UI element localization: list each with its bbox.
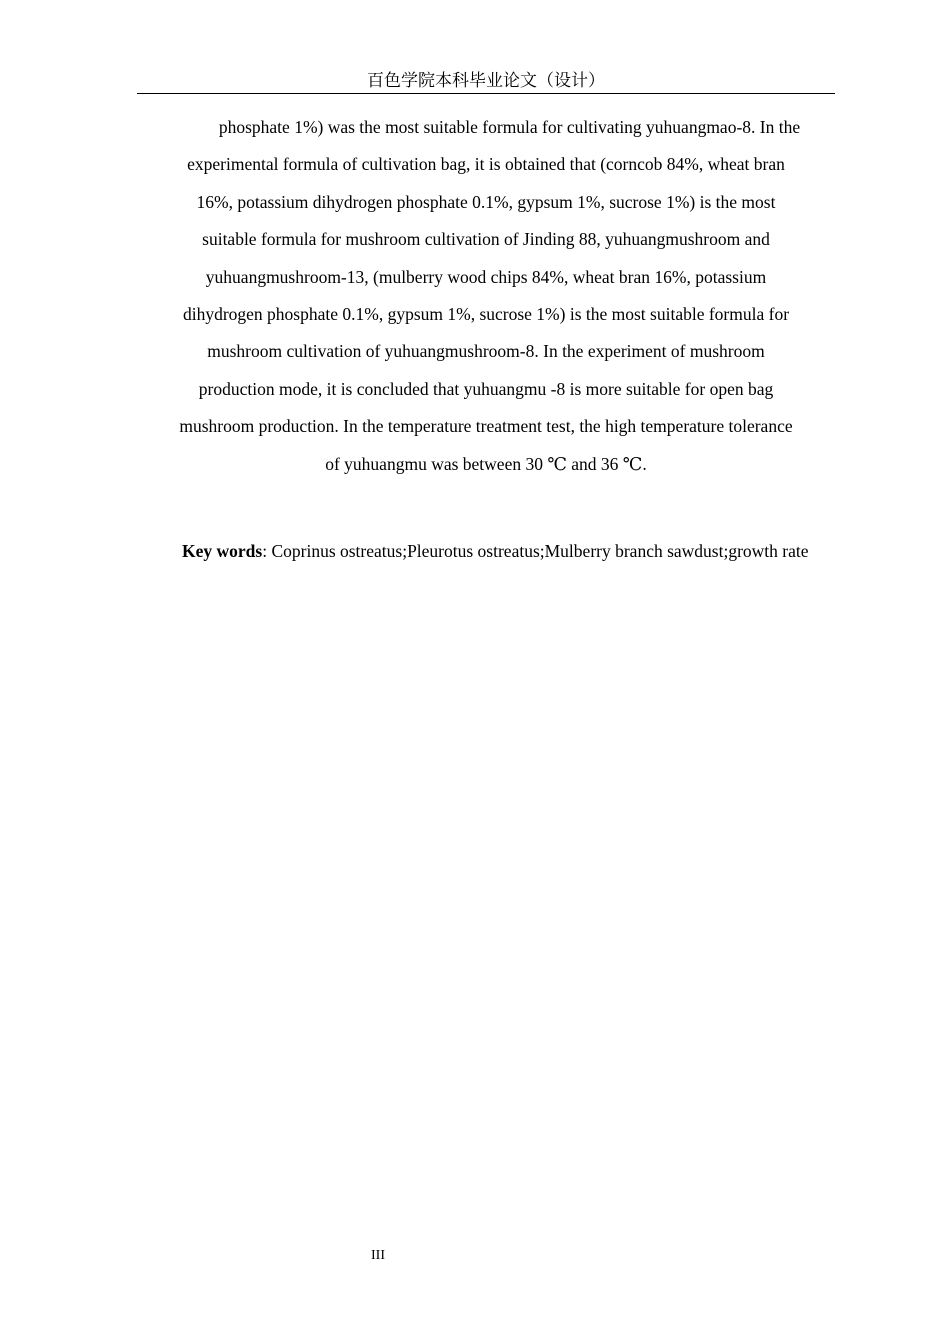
keywords-text: Coprinus ostreatus;Pleurotus ostreatus;Mulberry branch sawdust;growth rate	[267, 541, 809, 561]
abstract-line: mushroom cultivation of yuhuangmushroom-8. In the experiment of mushroom	[207, 341, 765, 362]
abstract-line: 16%, potassium dihydrogen phosphate 0.1%, gypsum 1%, sucrose 1%) is the most	[196, 191, 776, 212]
abstract-line: of yuhuangmu was between 30 ℃ and 36 ℃.	[325, 453, 647, 474]
abstract-line: yuhuangmushroom-13, (mulberry wood chips 84%, wheat bran 16%, potassium	[205, 266, 767, 287]
abstract-line: suitable formula for mushroom cultivation of Jinding 88, yuhuangmushroom and	[202, 229, 770, 250]
abstract-line: dihydrogen phosphate 0.1%, gypsum 1%, sucrose 1%) is the most suitable formula for	[182, 304, 790, 325]
page-header	[137, 70, 835, 94]
page-number: III	[371, 1248, 385, 1263]
keywords-label: Key words	[182, 541, 263, 561]
header-title: 百色学院本科毕业论文（设计）	[367, 71, 605, 91]
abstract-line: phosphate 1%) was the most suitable formula for cultivating yuhuangmao-8. In the	[218, 117, 801, 137]
abstract-line: experimental formula of cultivation bag, it is obtained that (corncob 84%, wheat bran	[187, 154, 785, 175]
keywords-paragraph	[144, 533, 834, 570]
abstract-line: production mode, it is concluded that yuhuangmu -8 is more suitable for open bag	[198, 378, 774, 399]
keywords-separator: :	[262, 541, 268, 561]
abstract-line: mushroom production. In the temperature treatment test, the high temperature tolerance	[179, 416, 793, 437]
abstract-body	[140, 109, 832, 483]
